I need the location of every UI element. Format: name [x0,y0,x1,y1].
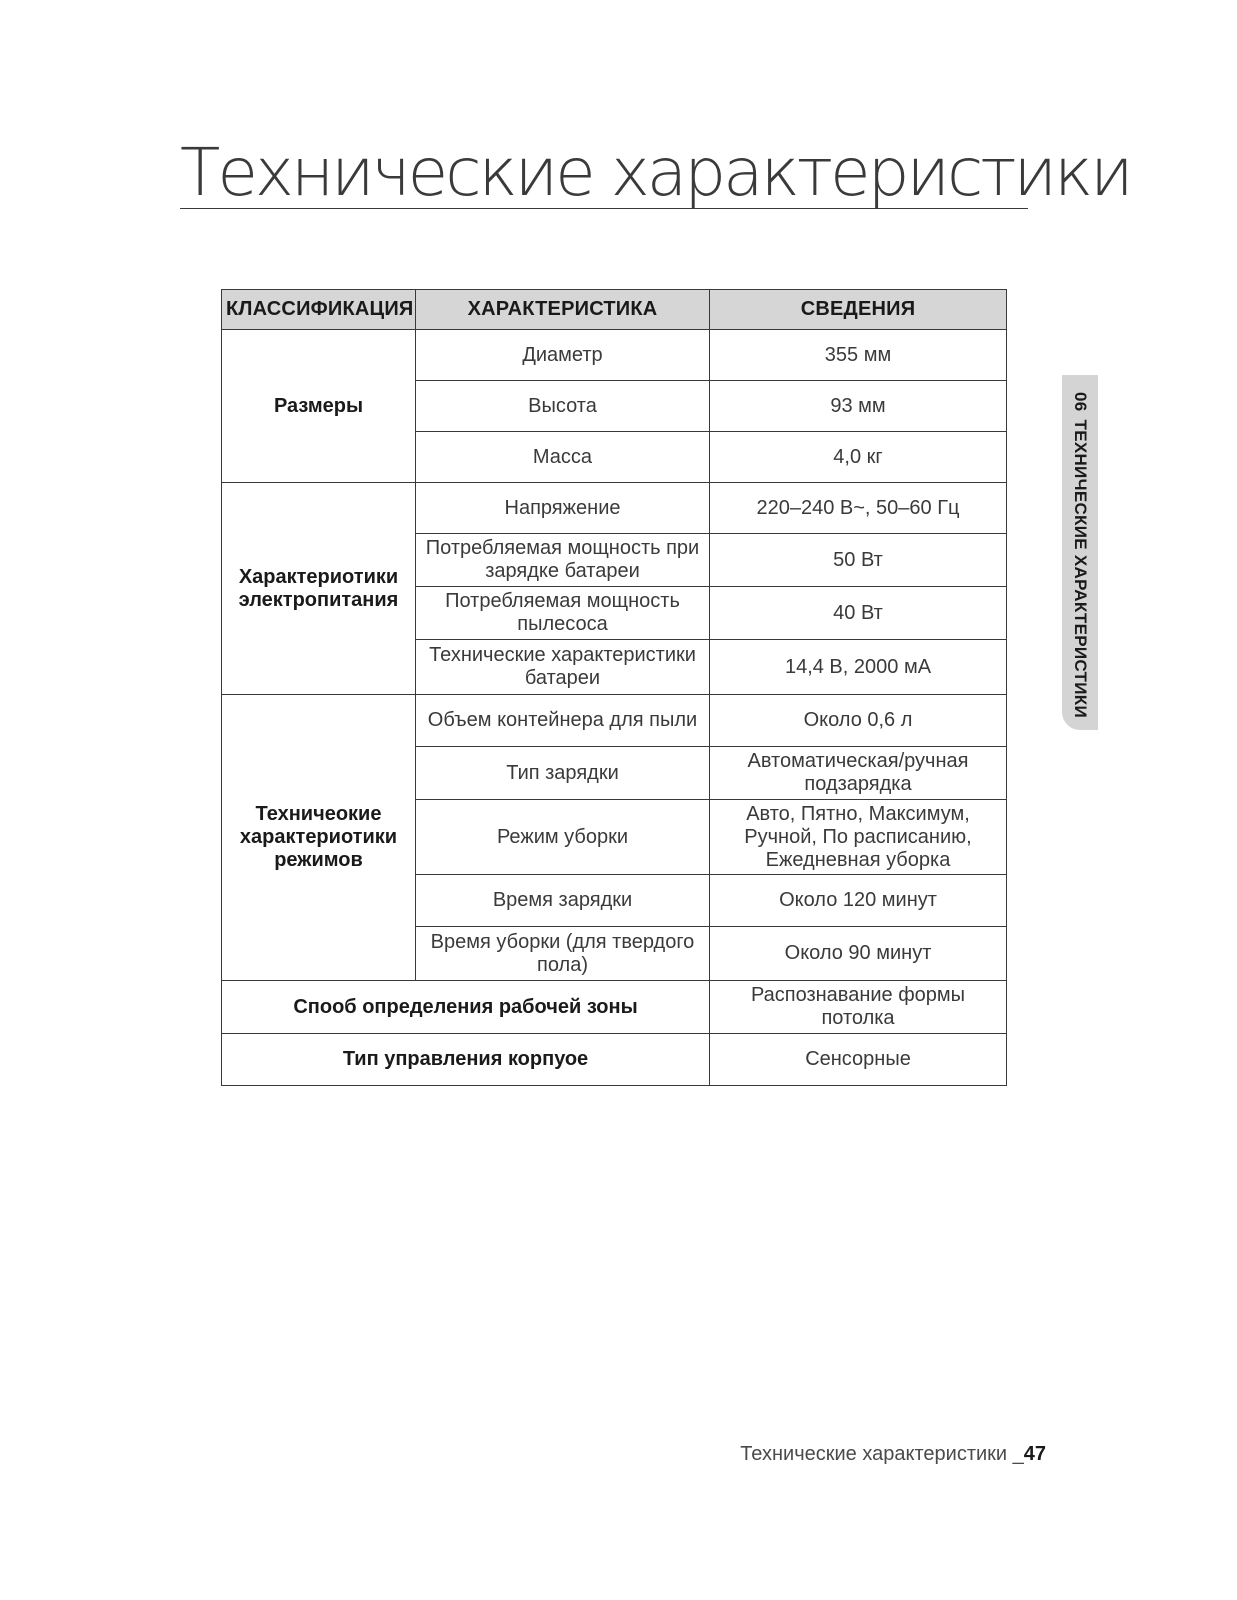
merged-label-cell: Спооб определения рабочей зоны [222,981,710,1034]
table-row [222,695,1007,747]
value-cell: Распознавание формы потолка [710,981,1007,1034]
merged-label-cell: Тип управления корпуое [222,1034,710,1086]
value-cell: 4,0 кг [710,432,1007,483]
value-cell: 14,4 В, 2000 мА [710,640,1007,695]
feature-cell: Объем контейнера для пыли [416,695,710,747]
feature-cell: Потребляемая мощность при зарядке батареи [416,534,710,587]
value-cell: 355 мм [710,330,1007,381]
table-row [222,1034,1007,1086]
category-cell: Характериотики электропитания [222,483,416,695]
table-row [222,981,1007,1034]
value-cell: Автоматическая/ручная подзарядка [710,747,1007,800]
specifications-table [221,289,1007,1086]
page-footer [740,1443,1046,1466]
value-cell: 50 Вт [710,534,1007,587]
feature-cell: Масса [416,432,710,483]
feature-cell: Потребляемая мощность пылесоса [416,587,710,640]
value-cell: 220–240 В~, 50–60 Гц [710,483,1007,534]
footer-text: Технические характеристики _ [740,1443,1024,1465]
feature-cell: Время зарядки [416,875,710,927]
feature-cell: Высота [416,381,710,432]
feature-cell: Режим уборки [416,800,710,875]
page-number: 47 [1023,1443,1046,1465]
chapter-number: 06 [1071,392,1090,412]
value-cell: Авто, Пятно, Максимум, Ручной, По расписанию, Ежедневная уборка [710,800,1007,875]
feature-cell: Время уборки (для твердого пола) [416,927,710,981]
table-row [222,330,1007,381]
column-header-classification: КЛАССИФИКАЦИЯ [222,290,416,330]
value-cell: Сенсорные [710,1034,1007,1086]
value-cell: Около 90 минут [710,927,1007,981]
value-cell: 40 Вт [710,587,1007,640]
value-cell: 93 мм [710,381,1007,432]
chapter-side-tab-label [1070,392,1090,726]
category-cell: Техничеокие характериотики режимов [222,695,416,981]
chapter-title: ТЕХНИЧЕСКИЕ ХАРАКТЕРИСТИКИ [1071,419,1090,718]
column-header-characteristic: ХАРАКТЕРИСТИКА [416,290,710,330]
title-divider [180,208,1028,209]
feature-cell: Напряжение [416,483,710,534]
category-cell: Размеры [222,330,416,483]
feature-cell: Диаметр [416,330,710,381]
table-row [222,483,1007,534]
page-title: Технические характеристики [180,134,1131,211]
value-cell: Около 120 минут [710,875,1007,927]
column-header-details: СВЕДЕНИЯ [710,290,1007,330]
feature-cell: Технические характеристики батареи [416,640,710,695]
table-header-row [222,290,1007,330]
feature-cell: Тип зарядки [416,747,710,800]
value-cell: Около 0,6 л [710,695,1007,747]
